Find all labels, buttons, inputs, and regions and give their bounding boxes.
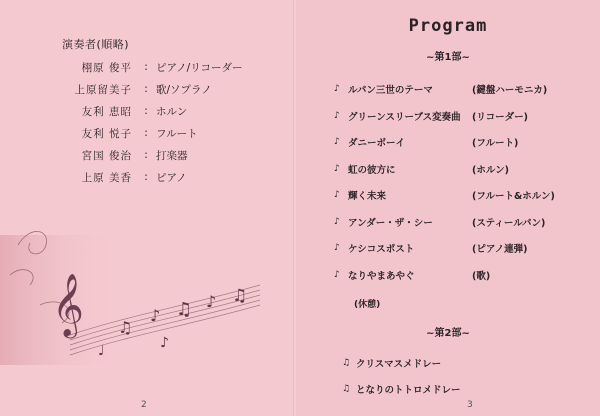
performer-role: ピアノ/リコーダー bbox=[156, 61, 243, 74]
performer-row bbox=[66, 56, 266, 78]
program-item bbox=[334, 182, 584, 209]
program-item bbox=[334, 235, 584, 262]
program-title: Program bbox=[408, 16, 488, 36]
separator: : bbox=[144, 171, 148, 183]
svg-text:♪: ♪ bbox=[206, 292, 217, 311]
song-title: 輝く未来 bbox=[348, 191, 387, 203]
right-page bbox=[296, 0, 600, 416]
performer-name: 上原留美子 bbox=[74, 83, 132, 96]
music-note-icon: ♪ bbox=[334, 243, 340, 254]
song-title: なりやまあやぐ bbox=[348, 270, 415, 282]
part1-label: ~第1部~ bbox=[426, 52, 470, 63]
separator: : bbox=[144, 83, 148, 95]
performer-row bbox=[66, 78, 266, 100]
intermission-label: (休憩) bbox=[354, 300, 381, 310]
program-item bbox=[342, 376, 582, 402]
program-item bbox=[342, 350, 582, 376]
song-title: ダニーボーイ bbox=[348, 138, 406, 150]
instrument: (フルート) bbox=[472, 138, 519, 150]
program-item bbox=[334, 156, 584, 183]
song-title: 虹の彼方に bbox=[348, 164, 396, 176]
svg-text:♪: ♪ bbox=[150, 306, 161, 325]
part1-program-list bbox=[334, 76, 584, 288]
svg-text:♪: ♪ bbox=[160, 335, 169, 351]
part2-label: ~第2部~ bbox=[426, 328, 470, 339]
treble-clef-icon: 𝄞 bbox=[52, 273, 84, 336]
performer-role: フルート bbox=[156, 127, 198, 140]
music-note-icon: ♪ bbox=[334, 84, 340, 95]
performers-heading: 演奏者(順略) bbox=[62, 38, 130, 51]
part2-program-list bbox=[342, 350, 582, 402]
performer-list bbox=[66, 56, 266, 188]
instrument: (ホルン) bbox=[472, 164, 509, 176]
program-item bbox=[334, 76, 584, 103]
performer-name: 上原 美香 bbox=[81, 171, 132, 184]
performer-name: 栩原 俊平 bbox=[81, 61, 132, 74]
program-item bbox=[334, 209, 584, 236]
page-number: 3 bbox=[467, 400, 473, 410]
song-title: アンダー・ザ・シー bbox=[348, 217, 433, 229]
music-note-icon: ♪ bbox=[334, 190, 340, 201]
music-note-icon: ♪ bbox=[334, 216, 340, 227]
separator: : bbox=[144, 61, 148, 73]
instrument: (鍵盤ハーモニカ) bbox=[472, 85, 548, 97]
performer-row bbox=[66, 166, 266, 188]
svg-text:♫: ♫ bbox=[176, 299, 193, 320]
program-item bbox=[334, 262, 584, 289]
instrument: (リコーダー) bbox=[472, 111, 528, 123]
instrument: (ピアノ連弾) bbox=[472, 244, 528, 256]
song-title: グリーンスリーブス変奏曲 bbox=[348, 111, 461, 123]
program-item bbox=[334, 129, 584, 156]
program-item bbox=[334, 103, 584, 130]
instrument: (スティールパン) bbox=[472, 217, 546, 229]
music-note-icon: ♪ bbox=[334, 163, 340, 174]
song-title: ルパン三世のテーマ bbox=[348, 85, 433, 97]
performer-row bbox=[66, 100, 266, 122]
page-number: 2 bbox=[141, 400, 147, 410]
svg-text:♫: ♫ bbox=[118, 318, 133, 337]
music-note-icon: ♪ bbox=[334, 269, 340, 280]
performer-row bbox=[66, 144, 266, 166]
performer-role: ピアノ bbox=[156, 171, 187, 184]
instrument: (歌) bbox=[472, 270, 491, 282]
left-page bbox=[0, 0, 294, 416]
separator: : bbox=[144, 127, 148, 139]
performer-role: 歌/ソプラノ bbox=[156, 83, 212, 96]
song-title: クリスマスメドレー bbox=[356, 359, 442, 370]
performer-row bbox=[66, 122, 266, 144]
music-decoration bbox=[0, 215, 294, 375]
separator: : bbox=[144, 105, 148, 117]
music-note-icon: ♪ bbox=[334, 137, 340, 148]
separator: : bbox=[144, 149, 148, 161]
svg-text:♩: ♩ bbox=[98, 343, 105, 359]
music-note-icon: ♫ bbox=[342, 384, 351, 394]
performer-role: ホルン bbox=[156, 105, 188, 118]
performer-name: 宮国 俊治 bbox=[81, 149, 132, 162]
song-title: となりのトトロメドレー bbox=[356, 385, 461, 396]
instrument: (フルート&ホルン) bbox=[472, 191, 555, 203]
performer-role: 打楽器 bbox=[156, 149, 188, 162]
svg-text:♫: ♫ bbox=[232, 286, 248, 306]
music-note-icon: ♪ bbox=[334, 110, 340, 121]
performer-name: 友利 悦子 bbox=[81, 127, 132, 140]
song-title: ケシコスポスト bbox=[348, 244, 415, 256]
performer-name: 友利 恵昭 bbox=[81, 105, 132, 118]
music-note-icon: ♫ bbox=[342, 358, 351, 368]
